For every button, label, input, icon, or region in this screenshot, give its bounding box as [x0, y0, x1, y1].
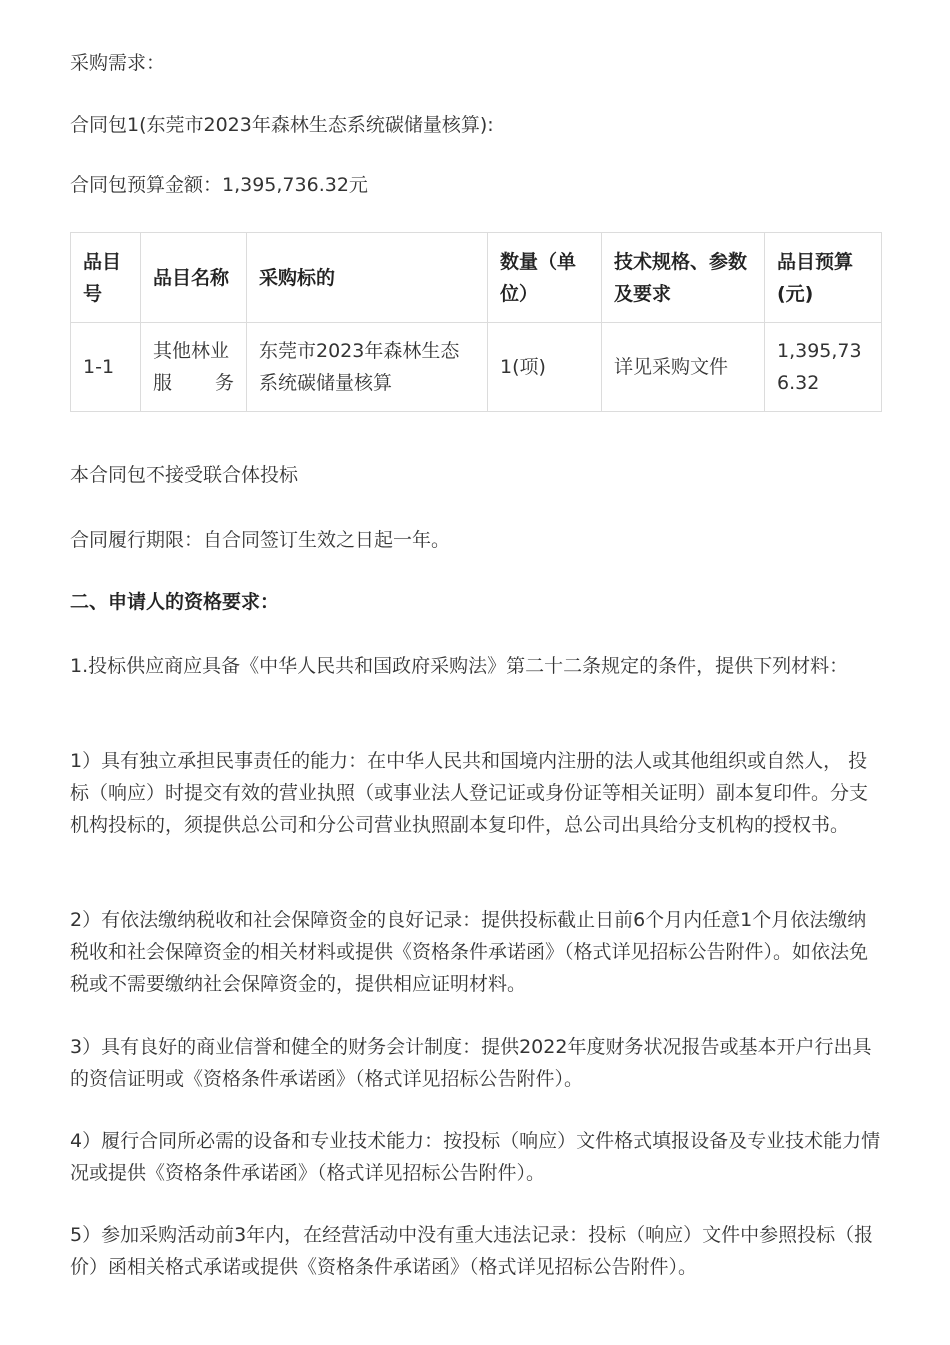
package-budget: 合同包预算金额：1,395,736.32元	[70, 174, 368, 196]
package-title: 合同包1(东莞市2023年森林生态系统碳储量核算):	[70, 114, 494, 136]
cell-item-budget: 1,395,736.32	[765, 323, 882, 412]
requirement-1-2: 2）有依法缴纳税收和社会保障资金的良好记录：提供投标截止日前6个月内任意1个月依法缴纳税收和社会保障资金的相关材料或提供《资格条件承诺函》（格式详见招标公告附件）。如依法免税或不需要缴纳社会保障资金的，提供相应证明材料。	[70, 909, 869, 995]
header-procurement-subject: 采购标的	[247, 233, 488, 323]
cell-specs: 详见采购文件	[602, 323, 765, 412]
performance-period: 合同履行期限：自合同签订生效之日起一年。	[70, 529, 451, 551]
header-item-name: 品目名称	[141, 233, 247, 323]
requirement-1-1: 1）具有独立承担民事责任的能力：在中华人民共和国境内注册的法人或其他组织或自然人， 投标（响应）时提交有效的营业执照（或事业法人登记证或身份证等相关证明）副本复印件。分支机构投标的，须提供总公司和分公司营业执照副本复印件，总公司出具给分支机构的授权书。	[70, 750, 869, 836]
cell-procurement-subject: 东莞市2023年森林生态系统碳储量核算	[247, 323, 488, 412]
cell-item-name: 其他林业服务	[141, 323, 247, 412]
consortium-note: 本合同包不接受联合体投标	[70, 464, 299, 486]
requirement-1: 1.投标供应商应具备《中华人民共和国政府采购法》第二十二条规定的条件，提供下列材料：	[70, 655, 849, 677]
cell-item-no: 1-1	[71, 323, 141, 412]
header-specs: 技术规格、参数及要求	[602, 233, 765, 323]
requirement-1-5: 5）参加采购活动前3年内，在经营活动中没有重大违法记录：投标（响应）文件中参照投标（报价）函相关格式承诺或提供《资格条件承诺函》（格式详见招标公告附件）。	[70, 1224, 874, 1278]
procurement-table	[70, 232, 882, 412]
header-quantity: 数量（单位）	[488, 233, 602, 323]
table-header-row	[71, 233, 882, 323]
requirement-1-4: 4）履行合同所必需的设备和专业技术能力：按投标（响应）文件格式填报设备及专业技术能力情况或提供《资格条件承诺函》（格式详见招标公告附件）。	[70, 1130, 881, 1184]
header-item-budget: 品目预算(元)	[765, 233, 882, 323]
cell-quantity: 1(项)	[488, 323, 602, 412]
requirements-heading: 采购需求：	[70, 52, 166, 74]
table-row	[71, 323, 882, 412]
requirement-1-3: 3）具有良好的商业信誉和健全的财务会计制度：提供2022年度财务状况报告或基本开户行出具的资信证明或《资格条件承诺函》（格式详见招标公告附件）。	[70, 1036, 872, 1090]
header-item-no: 品目号	[71, 233, 141, 323]
section-2-title: 二、申请人的资格要求：	[70, 591, 280, 613]
